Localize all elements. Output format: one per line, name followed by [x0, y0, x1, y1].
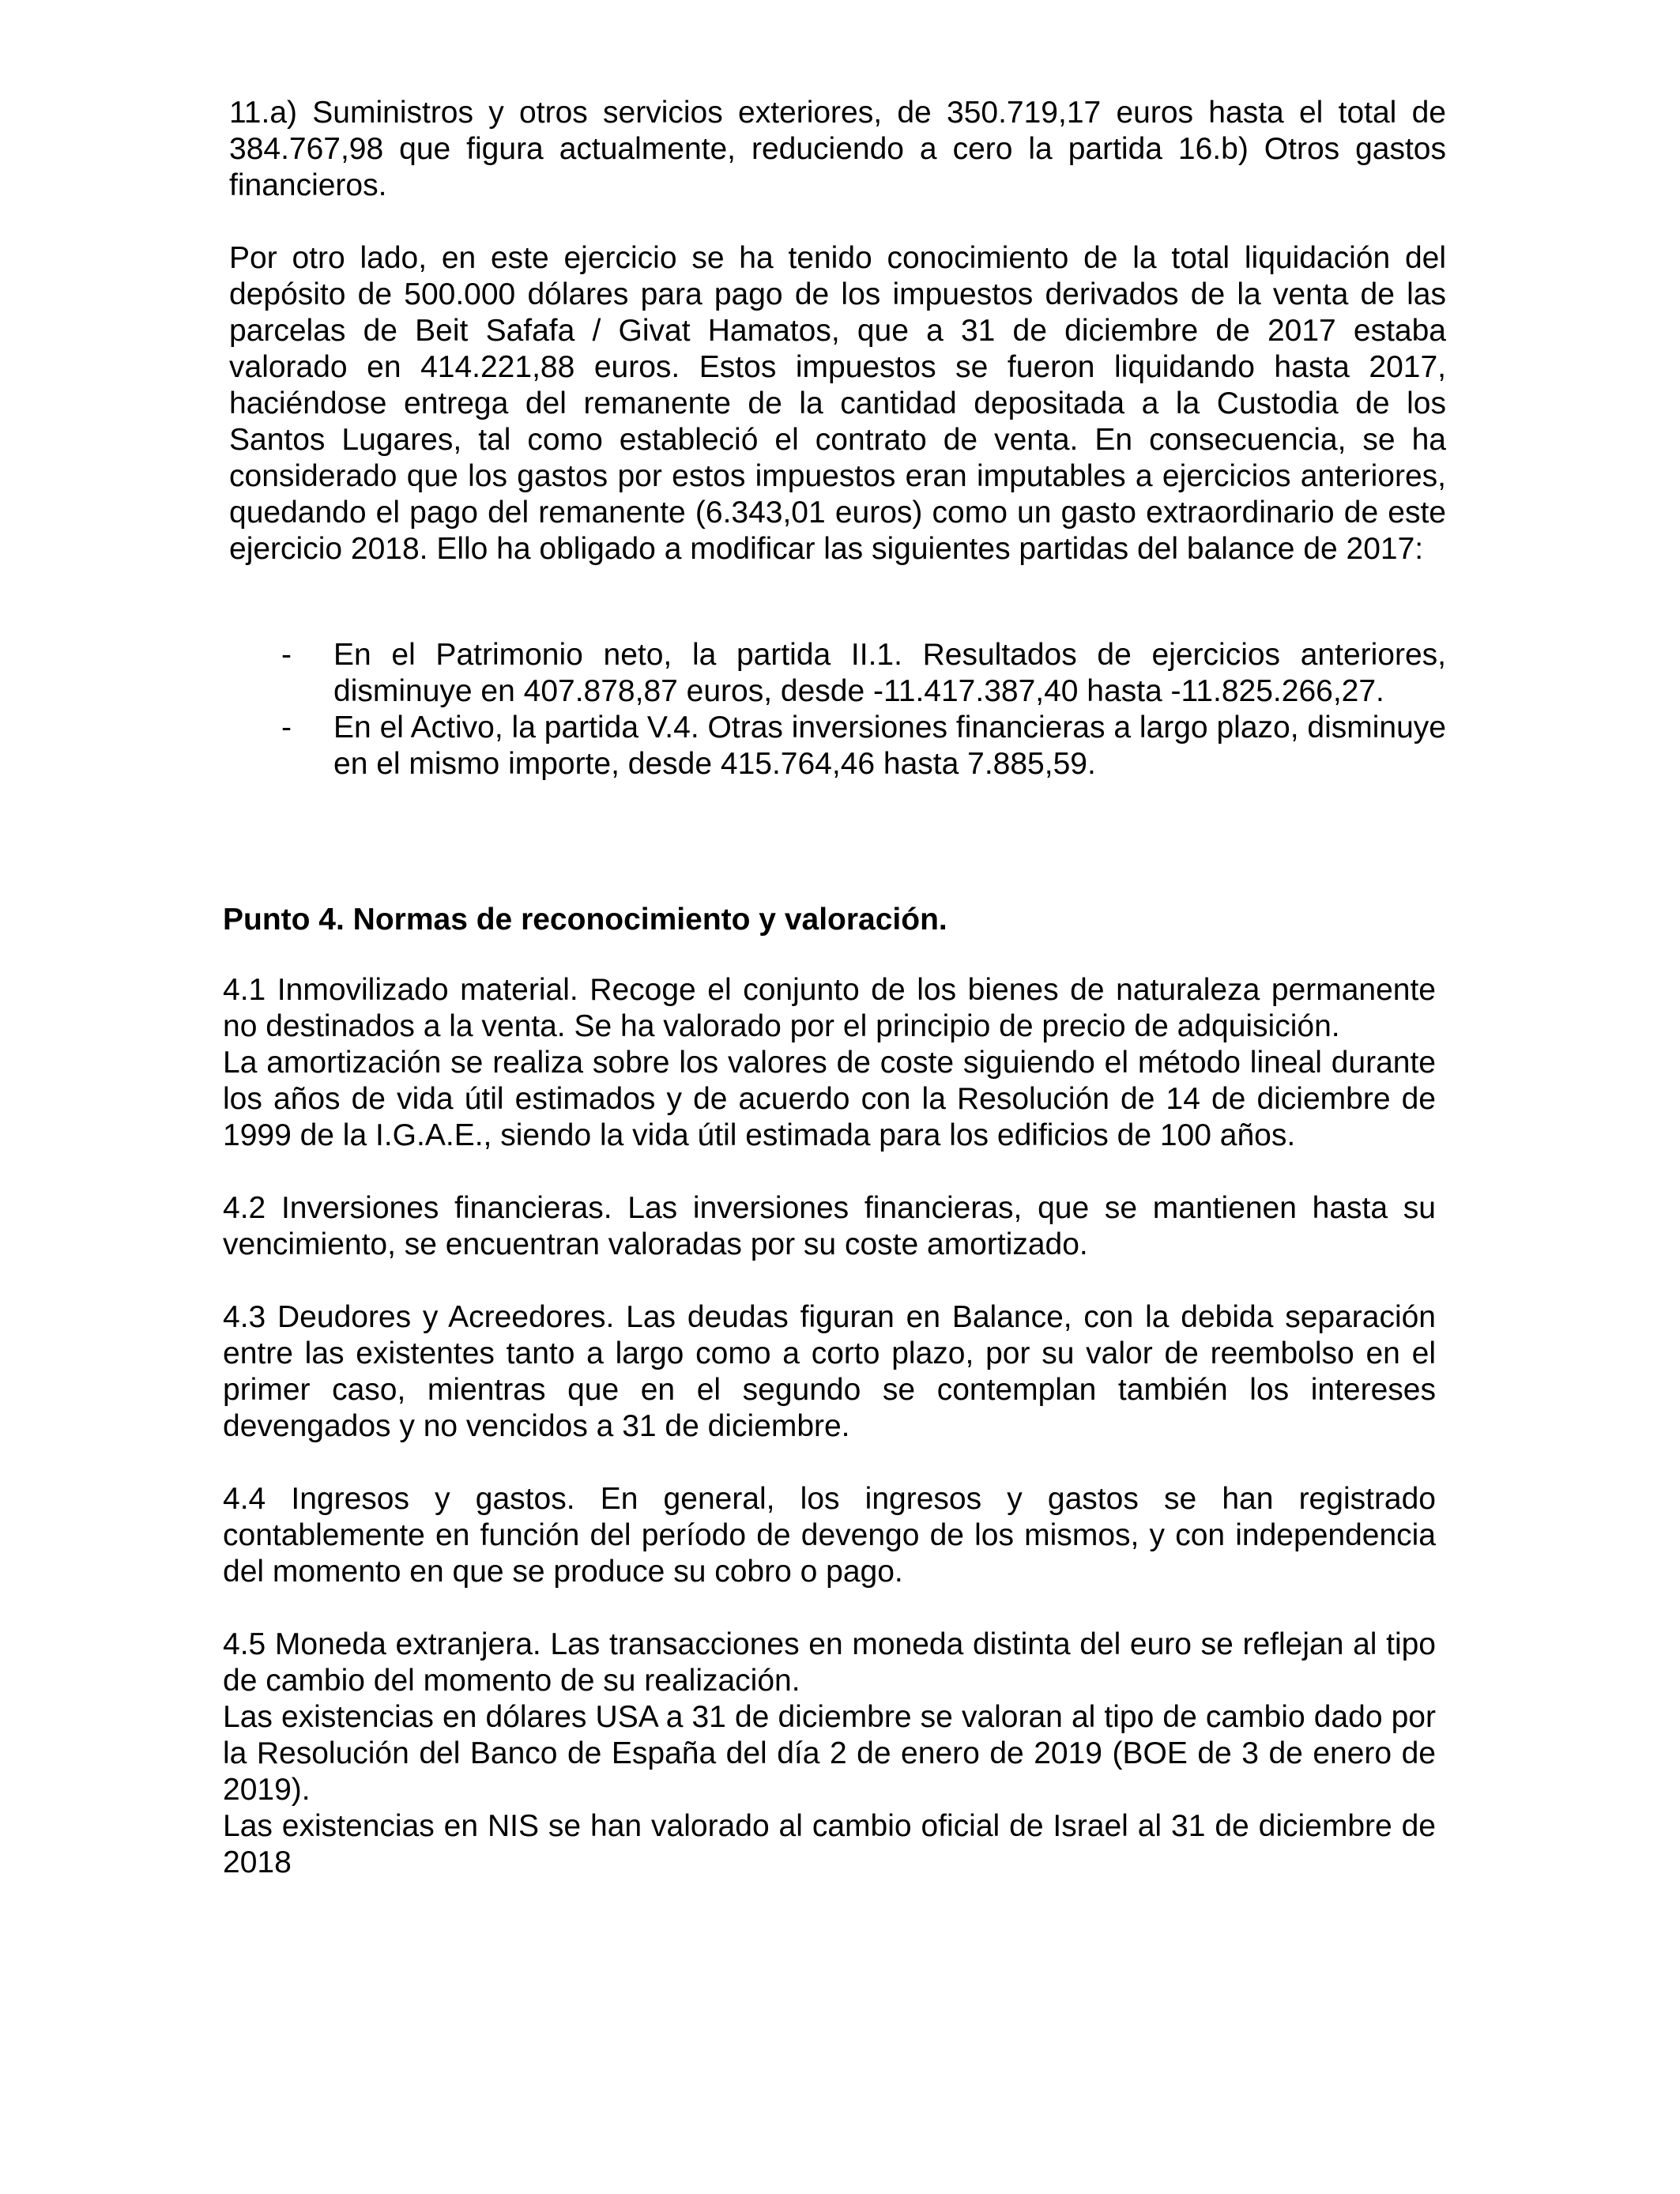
paragraph-gap: [223, 1263, 1436, 1299]
bullet-dash: -: [281, 711, 292, 745]
list-item: [229, 637, 1446, 710]
list-item-text: En el Activo, la partida V.4. Otras inversiones financieras a largo plazo, disminuye en el mismo importe, desde 415.764,46 hasta 7.885,59.: [333, 711, 1446, 781]
paragraph-deposit-liquidation: Por otro lado, en este ejercicio se ha tenido conocimiento de la total liquidación del depósito de 500.000 dólares para pago de los impuestos derivados de la venta de las parcelas de Beit Safafa / Givat Hamatos, que a 31 de diciembre de 2017 estaba valorado en 414.221,88 euros. Estos impuestos se fueron liquidando hasta 2017, haciéndose entrega del remanente de la cantidad depositada a la Custodia de los Santos Lugares, tal como estableció el contrato de venta. En consecuencia, se ha considerado que los gastos por estos impuestos eran imputables a ejercicios anteriores, quedando el pago del remanente (6.343,01 euros) como un gasto extraordinario de este ejercicio 2018. Ello ha obligado a modificar las siguientes partidas del balance de 2017:: [229, 241, 1446, 566]
paragraph-amortization: La amortización se realiza sobre los valores de coste siguiendo el método lineal durante los años de vida útil estimados y de acuerdo con la Resolución de 14 de diciembre de 1999 de la I.G.A.E., siendo la vida útil estimada para los edificios de 100 años.: [223, 1046, 1436, 1152]
intro-section: [229, 95, 1446, 567]
paragraph-income-expenses: 4.4 Ingresos y gastos. En general, los ingresos y gastos se han registrado contablemente en función del período de devengo de los mismos, y con independencia del momento en que se produce su cobro o pago.: [223, 1482, 1436, 1589]
paragraph-financial-investments: 4.2 Inversiones financieras. Las inversiones financieras, que se mantienen hasta su vencimiento, se encuentran valoradas por su coste amortizado.: [223, 1191, 1436, 1261]
paragraph-foreign-currency: 4.5 Moneda extranjera. Las transacciones en moneda distinta del euro se reflejan al tipo de cambio del momento de su realización.: [223, 1627, 1436, 1698]
balance-changes-list: [229, 637, 1446, 782]
list-item-text: En el Patrimonio neto, la partida II.1. Resultados de ejercicios anteriores, disminuye en 407.878,87 euros, desde -11.417.387,40 hasta -11.825.266,27.: [333, 638, 1446, 708]
paragraph-supplies-adjustment: 11.a) Suministros y otros servicios exteriores, de 350.719,17 euros hasta el total de 384.767,98 que figura actualmente, reduciendo a cero la partida 16.b) Otros gastos financieros.: [229, 96, 1446, 202]
paragraph-gap: [223, 1154, 1436, 1190]
bullet-dash: -: [281, 638, 292, 672]
valuation-norms-section: [223, 972, 1436, 1881]
list-item: [229, 710, 1446, 782]
paragraph-debtors-creditors: 4.3 Deudores y Acreedores. Las deudas figuran en Balance, con la debida separación entre las existentes tanto a largo como a corto plazo, por su valor de reembolso en el primer caso, mientras que en el segundo se contemplan también los intereses devengados y no vencidos a 31 de diciembre.: [223, 1300, 1436, 1443]
paragraph-gap: [223, 1445, 1436, 1481]
section-heading: Punto 4. Normas de reconocimiento y valoración.: [223, 903, 947, 937]
paragraph-gap: [229, 204, 1446, 240]
paragraph-nis-holdings: Las existencias en NIS se han valorado al cambio oficial de Israel al 31 de diciembre de 2018: [223, 1809, 1436, 1879]
paragraph-gap: [223, 1590, 1436, 1627]
paragraph-usd-holdings: Las existencias en dólares USA a 31 de diciembre se valoran al tipo de cambio dado por la Resolución del Banco de España del día 2 de enero de 2019 (BOE de 3 de enero de 2019).: [223, 1700, 1436, 1807]
paragraph-fixed-assets: 4.1 Inmovilizado material. Recoge el conjunto de los bienes de naturaleza permanente no destinados a la venta. Se ha valorado por el principio de precio de adquisición.: [223, 973, 1436, 1043]
